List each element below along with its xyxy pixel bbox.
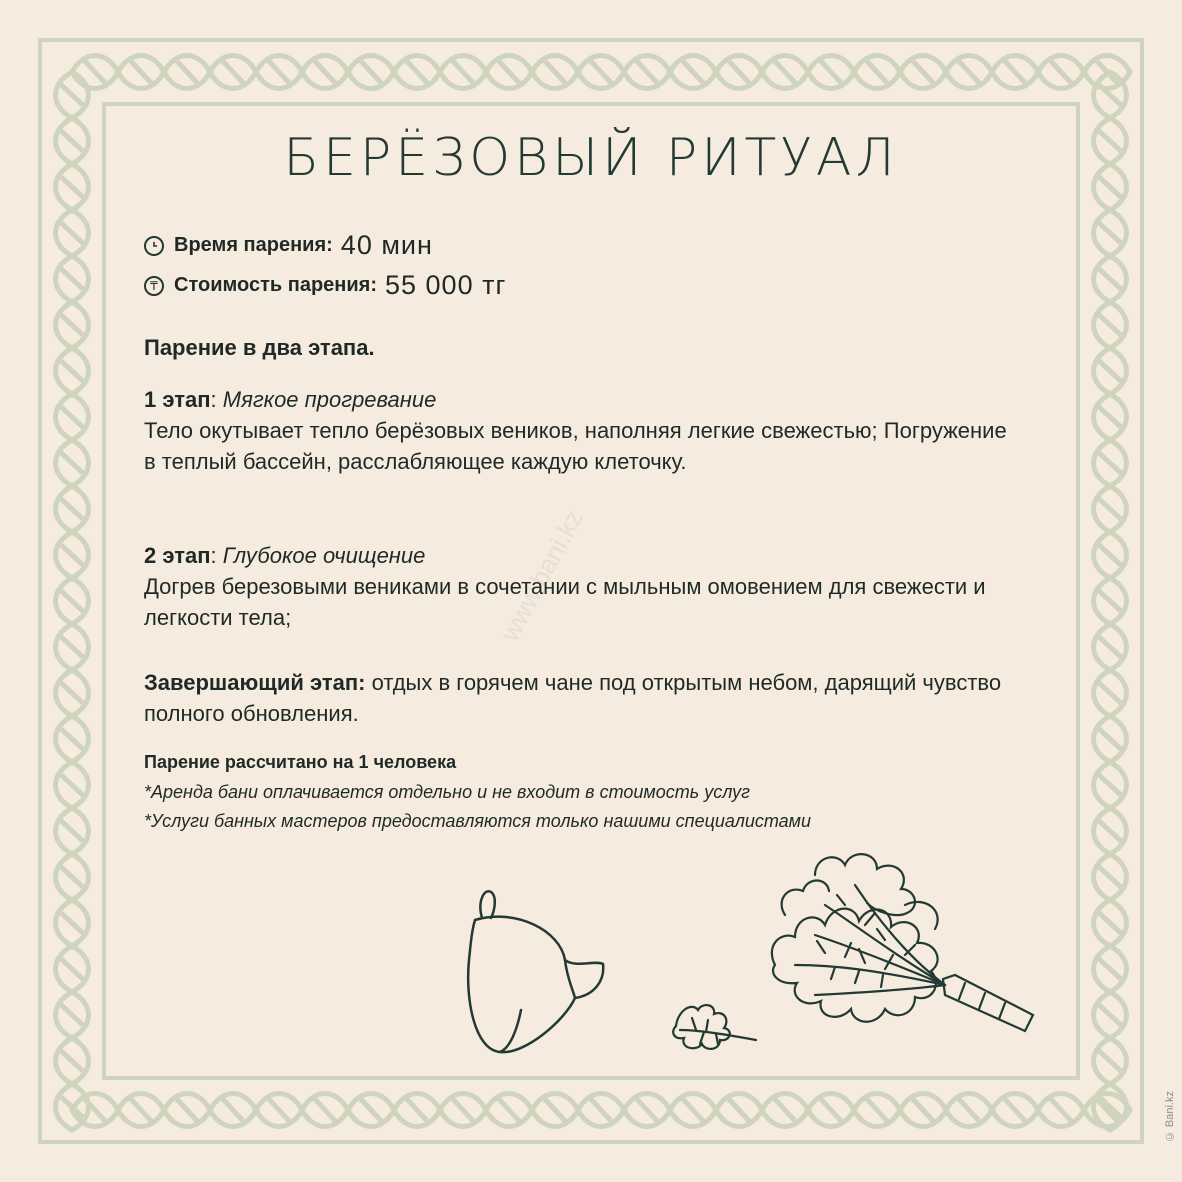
celtic-knot-border-left (42, 42, 102, 1140)
cost-label: Стоимость парения: (174, 274, 377, 296)
stage1-name: Мягкое прогревание (222, 387, 437, 412)
stage2-name: Глубокое очищение (222, 543, 426, 568)
stage1-text: Тело окутывает тепло берёзовых веников, наполняя легкие свежестью; Погружение в теплый бассейн, расслабляющее каждую клеточку. (144, 418, 1007, 474)
intro-text: Парение в два этапа. (144, 335, 375, 360)
tenge-icon: ₸ (144, 276, 164, 296)
cost-value: 55 000 тг (385, 270, 507, 300)
bath-broom-icon (755, 845, 1040, 1060)
final-block (144, 667, 1024, 729)
stage2-label: 2 этап (144, 543, 211, 568)
credit-text: © Bani.kz (1164, 1090, 1176, 1142)
note-rent: *Аренда бани оплачивается отдельно и не входит в стоимость услуг (144, 782, 751, 802)
stage1-label: 1 этап (144, 387, 211, 412)
clock-icon (144, 236, 164, 256)
celtic-knot-border-bottom (42, 1080, 1140, 1140)
watermark: www.bani.kz (494, 504, 589, 647)
stage2-text: Догрев березовыми вениками в сочетании с мыльным омовением для свежести и легкости тела; (144, 574, 986, 630)
celtic-knot-border-right (1080, 42, 1140, 1140)
time-value: 40 мин (340, 230, 433, 260)
cost-line (144, 270, 506, 301)
time-label: Время парения: (174, 234, 333, 256)
oak-leaf-icon (668, 996, 763, 1061)
stage2-block: 2 этап: Глубокое очищение Догрев березовыми вениками в сочетании с мыльным омовением для свежести и легкости тела; (144, 543, 986, 630)
page-title: БЕРЁЗОВЫЙ РИТУАЛ (283, 128, 899, 188)
celtic-knot-border-top (42, 42, 1140, 102)
note-masters: *Услуги банных мастеров предоставляются только нашими специалистами (144, 811, 812, 831)
stage1-block: 1 этап: Мягкое прогревание Тело окутывает тепло берёзовых веников, наполняя легкие свежестью; Погружение в теплый бассейн, расслабляющее каждую клеточку. (144, 387, 1007, 474)
note-persons: Парение рассчитано на 1 человека (144, 752, 457, 772)
sauna-hat-icon (455, 880, 615, 1065)
final-label: Завершающий этап: (144, 670, 366, 695)
final-text: отдых в горячем чане под открытым небом, дарящий чувство полного обновления. (144, 670, 1002, 726)
time-line (144, 230, 433, 261)
